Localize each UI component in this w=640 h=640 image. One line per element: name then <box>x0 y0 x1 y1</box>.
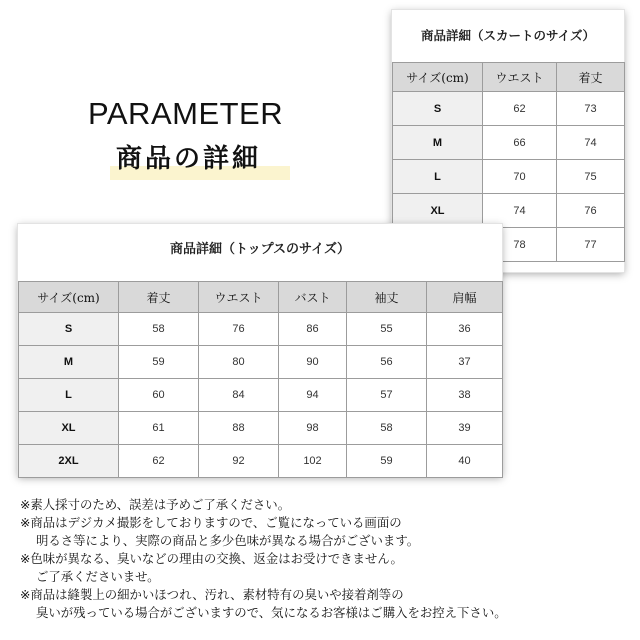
value-cell: 75 <box>557 160 625 194</box>
value-cell: 38 <box>427 379 503 412</box>
value-cell: 58 <box>347 412 427 445</box>
value-cell: 59 <box>119 346 199 379</box>
size-cell: M <box>393 126 483 160</box>
notes-section <box>20 496 632 622</box>
note-line: ご了承くださいませ。 <box>36 569 160 584</box>
size-cell: S <box>393 92 483 126</box>
column-header: バスト <box>279 282 347 313</box>
table-row <box>393 126 625 160</box>
table-row <box>19 346 503 379</box>
value-cell: 59 <box>347 445 427 478</box>
column-header: 袖丈 <box>347 282 427 313</box>
value-cell: 62 <box>119 445 199 478</box>
note-line: ※商品はデジカメ撮影をしておりますので、ご覧になっている画面の <box>20 515 402 530</box>
column-header: サイズ(cm) <box>393 63 483 92</box>
value-cell: 74 <box>483 194 557 228</box>
size-cell: XL <box>393 194 483 228</box>
heading-english: PARAMETER <box>88 96 284 131</box>
column-header: ウエスト <box>483 63 557 92</box>
table-row <box>19 313 503 346</box>
table-row <box>19 445 503 478</box>
table-row <box>393 160 625 194</box>
value-cell: 37 <box>427 346 503 379</box>
size-cell: S <box>19 313 119 346</box>
column-header: 着丈 <box>557 63 625 92</box>
value-cell: 76 <box>557 194 625 228</box>
value-cell: 36 <box>427 313 503 346</box>
value-cell: 61 <box>119 412 199 445</box>
size-cell: L <box>19 379 119 412</box>
value-cell: 39 <box>427 412 503 445</box>
value-cell: 70 <box>483 160 557 194</box>
value-cell: 40 <box>427 445 503 478</box>
column-header: 着丈 <box>119 282 199 313</box>
skirt-size-title: 商品詳細（スカートのサイズ） <box>420 28 595 43</box>
value-cell: 102 <box>279 445 347 478</box>
value-cell: 58 <box>119 313 199 346</box>
value-cell: 78 <box>483 228 557 262</box>
tops-size-card <box>18 224 502 476</box>
value-cell: 74 <box>557 126 625 160</box>
value-cell: 77 <box>557 228 625 262</box>
parameter-heading <box>88 96 308 174</box>
note-line: ※素人採寸のため、誤差は予めご了承ください。 <box>20 497 291 512</box>
size-cell: XL <box>19 412 119 445</box>
value-cell: 88 <box>199 412 279 445</box>
note-line: ※商品は縫製上の細かいほつれ、汚れ、素材特有の臭いや接着剤等の <box>20 587 404 602</box>
value-cell: 66 <box>483 126 557 160</box>
value-cell: 80 <box>199 346 279 379</box>
note-line: 明るさ等により、実際の商品と多少色味が異なる場合がございます。 <box>36 533 420 548</box>
value-cell: 90 <box>279 346 347 379</box>
value-cell: 57 <box>347 379 427 412</box>
table-row <box>19 379 503 412</box>
size-cell: 2XL <box>19 445 119 478</box>
size-cell: L <box>393 160 483 194</box>
value-cell: 98 <box>279 412 347 445</box>
value-cell: 60 <box>119 379 199 412</box>
table-row <box>393 92 625 126</box>
size-cell: M <box>19 346 119 379</box>
table-row <box>19 412 503 445</box>
value-cell: 76 <box>199 313 279 346</box>
value-cell: 92 <box>199 445 279 478</box>
column-header: サイズ(cm) <box>19 282 119 313</box>
tops-size-title: 商品詳細（トップスのサイズ） <box>169 242 351 257</box>
table-header-row <box>393 63 625 92</box>
value-cell: 73 <box>557 92 625 126</box>
column-header: 肩幅 <box>427 282 503 313</box>
value-cell: 84 <box>199 379 279 412</box>
tops-size-table <box>18 281 503 478</box>
column-header: ウエスト <box>199 282 279 313</box>
value-cell: 62 <box>483 92 557 126</box>
note-line: 臭いが残っている場合がございますので、気になるお客様はご購入をお控え下さい。 <box>36 605 507 620</box>
note-line: ※色味が異なる、臭いなどの理由の交換、返金はお受けできません。 <box>20 551 403 566</box>
heading-japanese-wrap <box>116 140 280 182</box>
table-row <box>393 194 625 228</box>
value-cell: 86 <box>279 313 347 346</box>
value-cell: 94 <box>279 379 347 412</box>
heading-japanese: 商品の詳細 <box>116 144 262 174</box>
value-cell: 56 <box>347 346 427 379</box>
table-header-row <box>19 282 503 313</box>
value-cell: 55 <box>347 313 427 346</box>
